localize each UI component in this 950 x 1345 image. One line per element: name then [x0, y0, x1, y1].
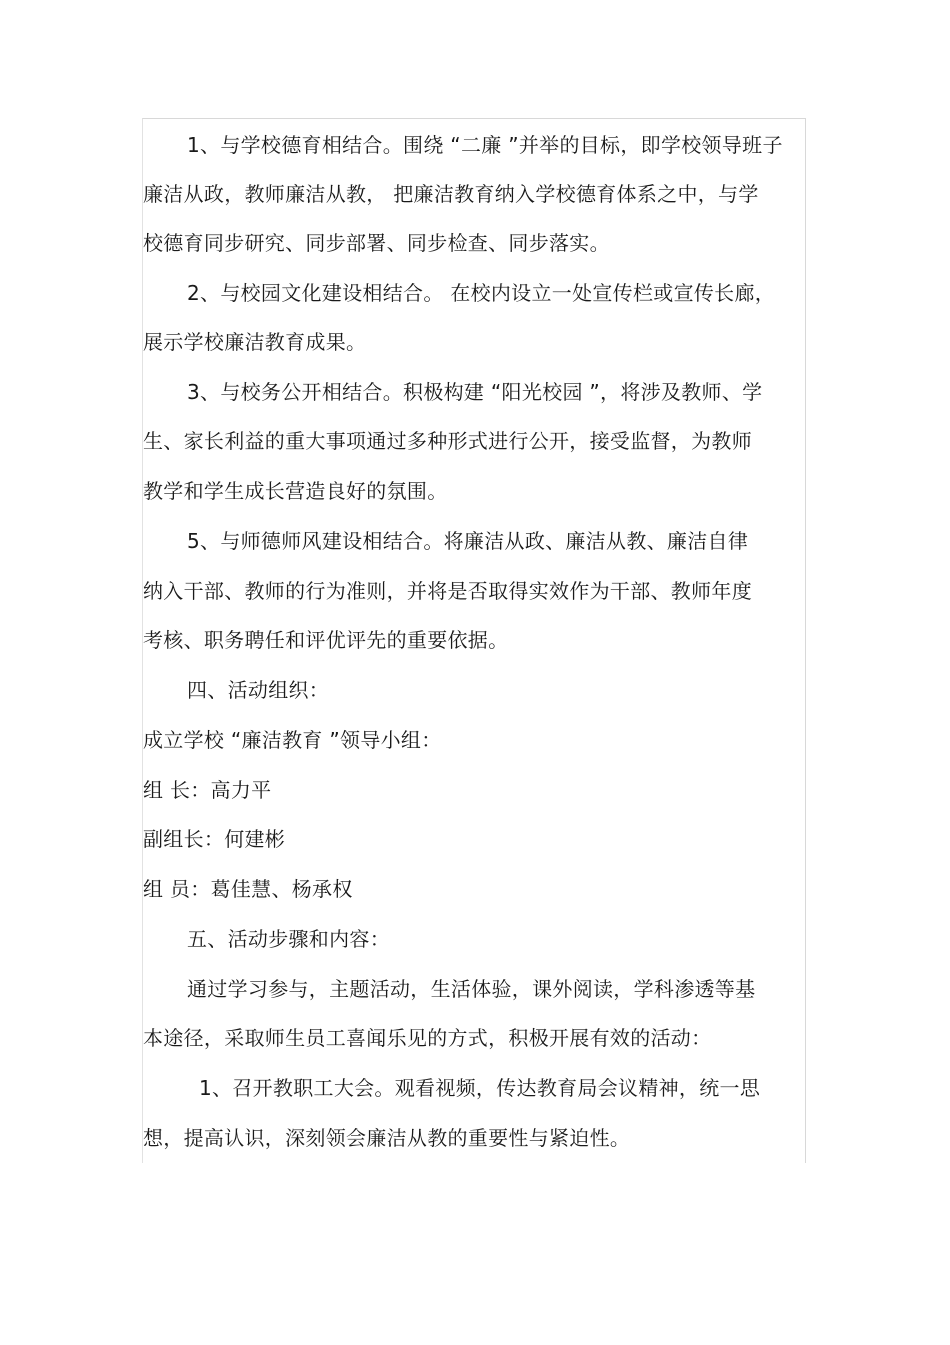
text-line: 1、召开教职工大会。观看视频，传达教育局会议精神，统一思 — [199, 1076, 761, 1100]
text-line: 纳入干部、教师的行为准则，并将是否取得实效作为干部、教师年度 — [143, 579, 752, 603]
text-line: 考核、职务聘任和评优评先的重要依据。 — [143, 628, 509, 652]
text-line: 成立学校 “廉洁教育 ”领导小组： — [143, 728, 442, 752]
text-line: 教学和学生成长营造良好的氛围。 — [143, 479, 448, 503]
text-line: 副组长：何建彬 — [143, 827, 286, 851]
section-heading: 五、活动步骤和内容： — [187, 927, 390, 951]
text-line: 廉洁从政，教师廉洁从教， 把廉洁教育纳入学校德育体系之中，与学 — [143, 182, 759, 206]
text-line: 1、与学校德育相结合。围绕 “二廉 ”并举的目标，即学校领导班子 — [187, 133, 783, 157]
text-line: 展示学校廉洁教育成果。 — [143, 330, 367, 354]
text-line: 通过学习参与，主题活动，生活体验，课外阅读，学科渗透等基 — [187, 977, 756, 1001]
text-line: 生、家长利益的重大事项通过多种形式进行公开，接受监督，为教师 — [143, 429, 752, 453]
text-line: 本途径，采取师生员工喜闻乐见的方式，积极开展有效的活动： — [143, 1026, 712, 1050]
text-line: 校德育同步研究、同步部署、同步检查、同步落实。 — [143, 231, 610, 255]
text-line: 5、与师德师风建设相结合。将廉洁从政、廉洁从教、廉洁自律 — [187, 529, 749, 553]
text-line: 想，提高认识，深刻领会廉洁从教的重要性与紧迫性。 — [143, 1126, 631, 1150]
section-heading: 四、活动组织： — [187, 678, 330, 702]
text-line: 组 长：高力平 — [143, 778, 272, 802]
text-line: 组 员：葛佳慧、杨承权 — [143, 877, 353, 901]
text-line: 3、与校务公开相结合。积极构建 “阳光校园 ”，将涉及教师、学 — [187, 380, 763, 404]
text-line: 2、与校园文化建设相结合。 在校内设立一处宣传栏或宣传长廊， — [187, 281, 776, 305]
